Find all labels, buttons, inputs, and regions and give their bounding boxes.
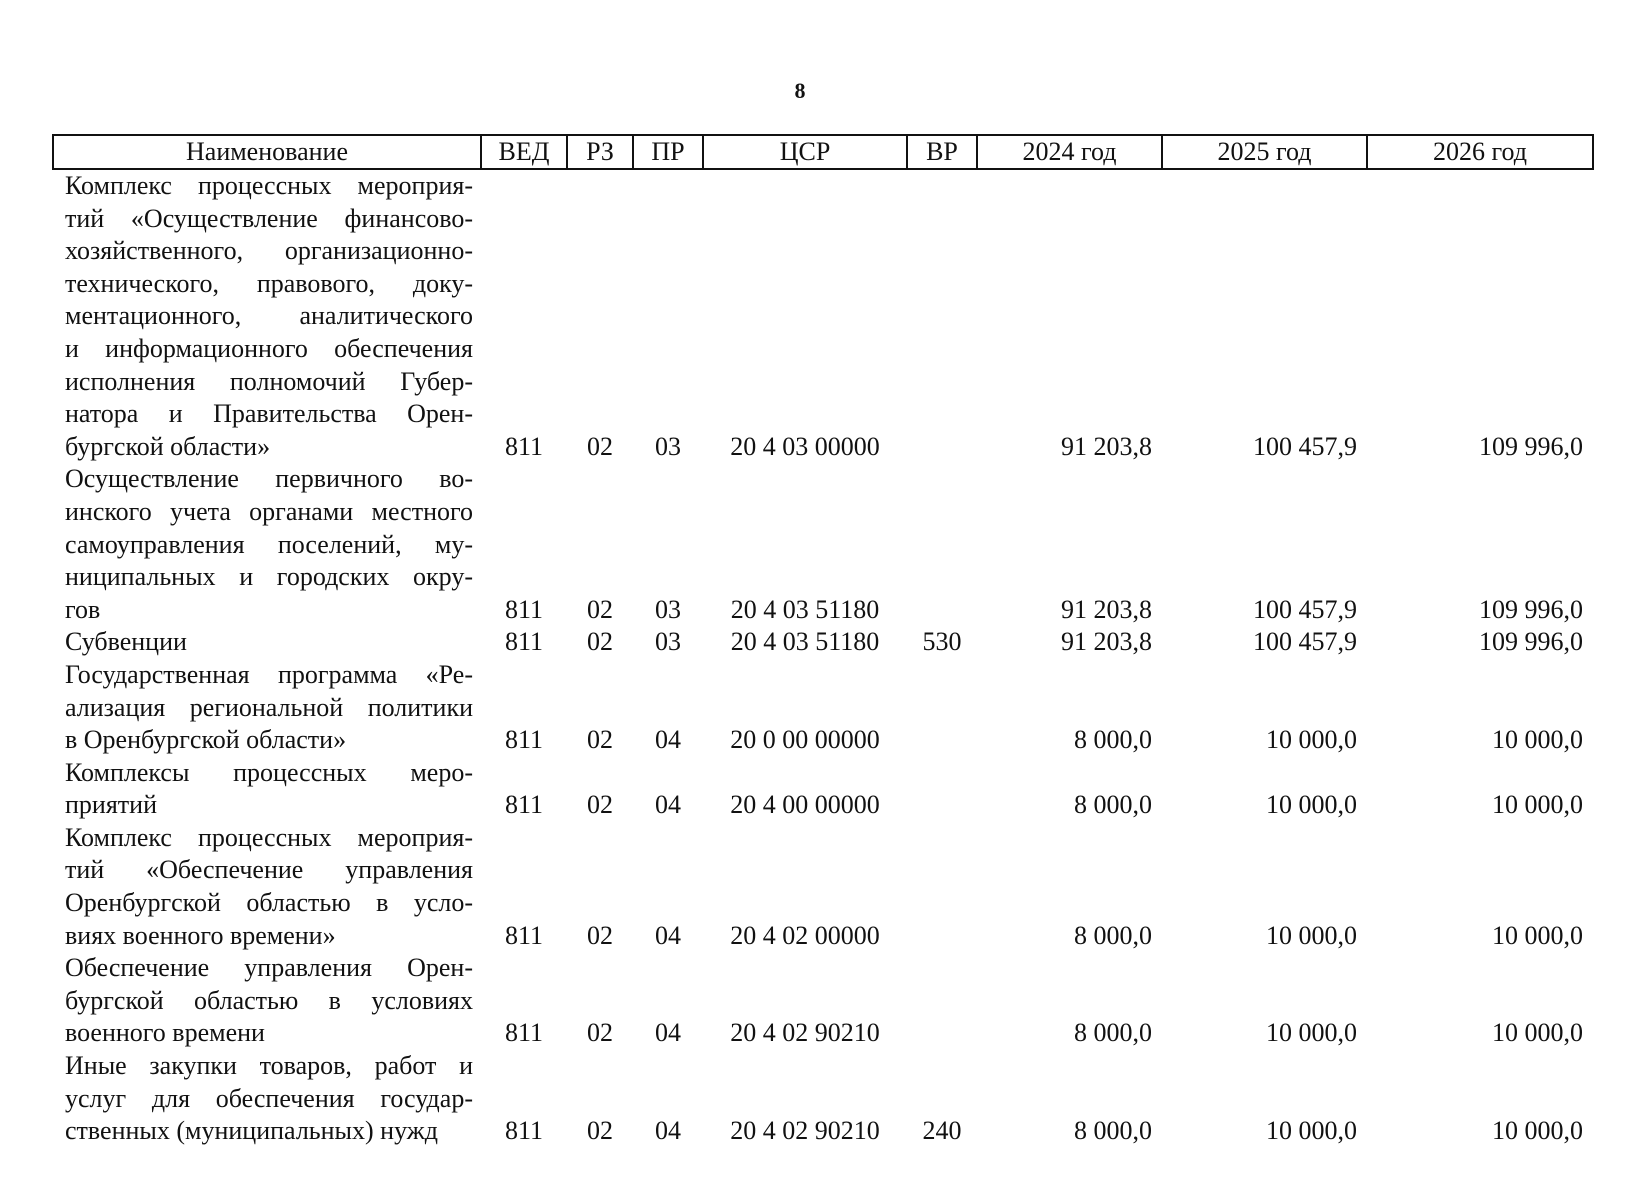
- row-name-line: виях военного времени»: [65, 920, 336, 950]
- row-name-line: услуг для обеспечения государ-: [65, 1083, 473, 1113]
- header-2026: 2026 год: [1367, 135, 1593, 169]
- row-name-line: хозяйственного, организационно-: [65, 236, 473, 266]
- ved-cell: 811: [504, 1018, 544, 1048]
- row-name-line: ализация региональной политики: [65, 692, 473, 722]
- row-name-line: и информационного обеспечения: [65, 333, 473, 363]
- row-name-line: Комплекс процессных мероприя-: [65, 822, 473, 852]
- row-name-line: Обеспечение управления Орен-: [65, 953, 473, 983]
- rz-cell: 02: [587, 1018, 613, 1048]
- vr-cell: [907, 169, 977, 463]
- row-name-line: Оренбургской областью в усло-: [65, 888, 473, 918]
- csr-cell: 20 4 03 51180: [730, 627, 880, 657]
- table-row: [53, 463, 1593, 626]
- amount-2025-cell: 10 000,0: [1266, 790, 1357, 820]
- pr-cell: 04: [655, 1116, 681, 1146]
- row-name-line: технического, правового, доку-: [65, 268, 473, 298]
- row-name-line: Государственная программа «Ре-: [65, 659, 473, 689]
- header-2024: 2024 год: [977, 135, 1162, 169]
- amount-2026-cell: 10 000,0: [1492, 1116, 1583, 1146]
- row-name-cell: [53, 822, 481, 952]
- header-pr: ПР: [633, 135, 703, 169]
- rz-cell: 02: [587, 594, 613, 624]
- amount-2025-cell: 10 000,0: [1266, 1018, 1357, 1048]
- table-row: [53, 626, 1593, 659]
- row-name-line: ниципальных и городских окру-: [65, 562, 473, 592]
- vr-cell: [907, 757, 977, 822]
- header-csr: ЦСР: [703, 135, 907, 169]
- csr-cell: 20 4 03 00000: [730, 431, 880, 461]
- csr-cell: 20 0 00 00000: [730, 725, 880, 755]
- pr-cell: 03: [655, 594, 681, 624]
- header-2025: 2025 год: [1162, 135, 1367, 169]
- rz-cell: 02: [587, 920, 613, 950]
- pr-cell: 04: [655, 920, 681, 950]
- header-name: Наименование: [53, 135, 481, 169]
- amount-2024-cell: 8 000,0: [1074, 920, 1152, 950]
- row-name-line: ственных (муниципальных) нужд: [65, 1116, 438, 1146]
- amount-2024-cell: 8 000,0: [1074, 790, 1152, 820]
- header-ved: ВЕД: [481, 135, 567, 169]
- row-name-line: военного времени: [65, 1018, 265, 1048]
- row-name-line: Комплексы процессных меро-: [65, 757, 473, 787]
- row-name-line: приятий: [65, 790, 157, 820]
- ved-cell: 811: [504, 725, 544, 755]
- amount-2026-cell: 10 000,0: [1492, 920, 1583, 950]
- table-header-row: [53, 135, 1593, 169]
- amount-2026-cell: 10 000,0: [1492, 790, 1583, 820]
- rz-cell: 02: [587, 627, 613, 657]
- ved-cell: 811: [504, 1116, 544, 1146]
- csr-cell: 20 4 00 00000: [730, 790, 880, 820]
- amount-2025-cell: 100 457,9: [1253, 594, 1357, 624]
- amount-2025-cell: 10 000,0: [1266, 1116, 1357, 1146]
- row-name-line: натора и Правительства Орен-: [65, 399, 473, 429]
- ved-cell: 811: [504, 790, 544, 820]
- vr-cell: 530: [922, 627, 962, 657]
- budget-table: [52, 134, 1594, 1148]
- amount-2026-cell: 109 996,0: [1479, 627, 1583, 657]
- row-name-line: в Оренбургской области»: [65, 725, 347, 755]
- row-name-cell: [53, 659, 481, 757]
- ved-cell: 811: [504, 594, 544, 624]
- amount-2025-cell: 100 457,9: [1253, 627, 1357, 657]
- rz-cell: 02: [587, 431, 613, 461]
- vr-cell: [907, 952, 977, 1050]
- vr-cell: [907, 822, 977, 952]
- row-name-line: инского учета органами местного: [65, 496, 473, 526]
- csr-cell: 20 4 02 90210: [730, 1116, 880, 1146]
- amount-2024-cell: 91 203,8: [1061, 431, 1152, 461]
- row-name-cell: [53, 626, 481, 659]
- row-name-line: тий «Осуществление финансово-: [65, 203, 473, 233]
- rz-cell: 02: [587, 725, 613, 755]
- amount-2025-cell: 100 457,9: [1253, 431, 1357, 461]
- row-name-line: Осуществление первичного во-: [65, 464, 473, 494]
- table-row: [53, 757, 1593, 822]
- row-name-line: гов: [65, 594, 101, 624]
- csr-cell: 20 4 02 00000: [730, 920, 880, 950]
- amount-2024-cell: 91 203,8: [1061, 627, 1152, 657]
- pr-cell: 04: [655, 790, 681, 820]
- row-name-cell: [53, 757, 481, 822]
- ved-cell: 811: [504, 627, 544, 657]
- amount-2024-cell: 8 000,0: [1074, 1116, 1152, 1146]
- row-name-line: ментационного, аналитического: [65, 301, 473, 331]
- row-name-line: бургской областью в условиях: [65, 985, 473, 1015]
- header-vr: ВР: [907, 135, 977, 169]
- row-name-line: бургской области»: [65, 431, 271, 461]
- pr-cell: 04: [655, 725, 681, 755]
- rz-cell: 02: [587, 1116, 613, 1146]
- header-rz: РЗ: [567, 135, 633, 169]
- row-name-cell: [53, 463, 481, 626]
- table-body: [53, 169, 1593, 1148]
- amount-2025-cell: 10 000,0: [1266, 920, 1357, 950]
- table-row: [53, 169, 1593, 463]
- pr-cell: 04: [655, 1018, 681, 1048]
- amount-2026-cell: 10 000,0: [1492, 725, 1583, 755]
- pr-cell: 03: [655, 627, 681, 657]
- vr-cell: 240: [922, 1116, 962, 1146]
- csr-cell: 20 4 02 90210: [730, 1018, 880, 1048]
- amount-2026-cell: 109 996,0: [1479, 594, 1583, 624]
- vr-cell: [907, 463, 977, 626]
- row-name-line: тий «Обеспечение управления: [65, 855, 473, 885]
- csr-cell: 20 4 03 51180: [730, 594, 880, 624]
- amount-2024-cell: 8 000,0: [1074, 1018, 1152, 1048]
- row-name-cell: [53, 952, 481, 1050]
- rz-cell: 02: [587, 790, 613, 820]
- row-name-line: самоуправления поселений, му-: [65, 529, 473, 559]
- page-number: 8: [794, 78, 806, 103]
- row-name-cell: [53, 169, 481, 463]
- amount-2026-cell: 10 000,0: [1492, 1018, 1583, 1048]
- amount-2026-cell: 109 996,0: [1479, 431, 1583, 461]
- table-row: [53, 822, 1593, 952]
- row-name-line: Субвенции: [65, 627, 187, 657]
- budget-table-container: [52, 134, 1592, 1148]
- ved-cell: 811: [504, 920, 544, 950]
- amount-2024-cell: 8 000,0: [1074, 725, 1152, 755]
- amount-2025-cell: 10 000,0: [1266, 725, 1357, 755]
- row-name-cell: [53, 1050, 481, 1148]
- vr-cell: [907, 659, 977, 757]
- row-name-line: исполнения полномочий Губер-: [65, 366, 473, 396]
- row-name-line: Комплекс процессных мероприя-: [65, 171, 473, 200]
- pr-cell: 03: [655, 431, 681, 461]
- table-row: [53, 659, 1593, 757]
- row-name-line: Иные закупки товаров, работ и: [65, 1051, 473, 1081]
- amount-2024-cell: 91 203,8: [1061, 594, 1152, 624]
- ved-cell: 811: [504, 431, 544, 461]
- table-row: [53, 952, 1593, 1050]
- table-row: [53, 1050, 1593, 1148]
